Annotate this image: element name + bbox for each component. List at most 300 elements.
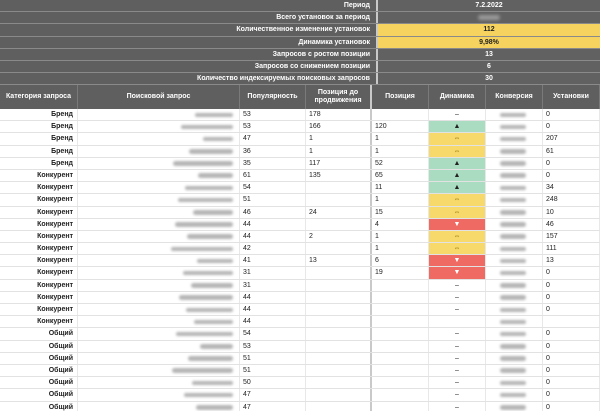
category-cell: Конкурент [0,231,78,242]
summary-row [0,0,600,12]
position-cell [372,353,429,364]
position-cell: 52 [372,158,429,169]
popularity-cell: 53 [240,121,306,132]
query-cell [78,292,240,303]
redacted-query [172,368,233,373]
query-cell [78,353,240,364]
popularity-cell: 51 [240,194,306,205]
popularity-cell: 61 [240,170,306,181]
table-row[interactable] [0,255,600,267]
dynamics-cell: – [429,365,486,376]
redacted-query [194,320,233,325]
redacted-query [176,332,233,337]
position-cell [372,280,429,291]
dynamics-cell: – [429,304,486,315]
pos-to-promo-cell [306,194,372,205]
installs-cell: 46 [543,219,600,230]
installs-cell: 0 [543,121,600,132]
conversion-cell [486,121,543,132]
popularity-cell: 46 [240,207,306,218]
category-cell: Конкурент [0,243,78,254]
redacted-value [478,15,500,20]
summary-value: 6 [376,61,600,72]
query-cell [78,182,240,193]
dynamics-cell: – [429,328,486,339]
installs-cell: 34 [543,182,600,193]
installs-cell: 0 [543,267,600,278]
query-cell [78,207,240,218]
pos-to-promo-cell [306,402,372,411]
dynamics-cell: – [429,353,486,364]
conversion-cell [486,377,543,388]
redacted-query [193,210,233,215]
redacted-conversion [500,381,526,386]
position-cell: 1 [372,243,429,254]
pos-to-promo-cell [306,219,372,230]
redacted-conversion [500,393,526,398]
header-category[interactable]: Категория запроса [0,85,78,109]
pos-to-promo-cell [306,341,372,352]
header-dynamics[interactable]: Динамика [429,85,486,109]
table-row[interactable] [0,316,600,328]
position-cell: 65 [372,170,429,181]
installs-cell: 0 [543,341,600,352]
conversion-cell [486,194,543,205]
pos-to-promo-cell [306,389,372,400]
position-cell [372,292,429,303]
table-row[interactable] [0,353,600,365]
position-cell: 11 [372,182,429,193]
summary-value: 13 [376,49,600,60]
table-row[interactable] [0,158,600,170]
conversion-cell [486,304,543,315]
table-body [0,109,600,411]
table-row[interactable] [0,402,600,411]
table-row[interactable] [0,365,600,377]
conversion-cell [486,207,543,218]
category-cell: Общий [0,353,78,364]
position-cell: 15 [372,207,429,218]
redacted-conversion [500,271,526,276]
summary-label: Запросов со снижением позиции [0,61,376,72]
dynamics-cell: – [429,109,486,120]
conversion-cell [486,170,543,181]
dynamics-cell: – [429,341,486,352]
popularity-cell: 31 [240,267,306,278]
summary-value: 112 [376,24,600,35]
popularity-cell: 44 [240,231,306,242]
table-row[interactable] [0,292,600,304]
redacted-conversion [500,356,526,361]
summary-label: Период [0,0,376,11]
position-cell [372,109,429,120]
pos-to-promo-cell: 24 [306,207,372,218]
installs-cell: 111 [543,243,600,254]
summary-value [376,12,600,23]
header-popularity[interactable]: Популярность [240,85,306,109]
conversion-cell [486,267,543,278]
query-cell [78,304,240,315]
pos-to-promo-cell [306,292,372,303]
redacted-conversion [500,308,526,313]
redacted-conversion [500,198,526,203]
category-cell: Конкурент [0,170,78,181]
dynamics-cell: ▲ [429,121,486,132]
category-cell: Бренд [0,109,78,120]
redacted-conversion [500,283,526,288]
installs-cell: 248 [543,194,600,205]
position-cell [372,377,429,388]
conversion-cell [486,316,543,327]
table-row[interactable] [0,304,600,316]
dynamics-cell: ▲ [429,182,486,193]
pos-to-promo-cell [306,243,372,254]
summary-row [0,12,600,24]
redacted-conversion [500,295,526,300]
summary-row [0,37,600,49]
category-cell: Конкурент [0,182,78,193]
redacted-conversion [500,247,526,252]
category-cell: Общий [0,389,78,400]
dynamics-cell: – [429,389,486,400]
conversion-cell [486,158,543,169]
query-cell [78,267,240,278]
header-query[interactable]: Поисковой запрос [78,85,240,109]
position-cell [372,402,429,411]
position-cell: 120 [372,121,429,132]
summary-label: Запросов с ростом позиции [0,49,376,60]
query-cell [78,231,240,242]
query-cell [78,328,240,339]
popularity-cell: 50 [240,377,306,388]
position-cell [372,316,429,327]
popularity-cell: 51 [240,365,306,376]
summary-value: 7.2.2022 [376,0,600,11]
redacted-query [179,295,233,300]
redacted-conversion [500,186,526,191]
position-cell: 4 [372,219,429,230]
redacted-query [171,247,233,252]
dynamics-cell [429,316,486,327]
installs-cell: 13 [543,255,600,266]
dynamics-cell: ▼ [429,255,486,266]
table-row[interactable] [0,121,600,133]
installs-cell: 0 [543,304,600,315]
conversion-cell [486,146,543,157]
query-cell [78,194,240,205]
installs-cell: 0 [543,353,600,364]
redacted-conversion [500,161,526,166]
query-cell [78,109,240,120]
query-cell [78,243,240,254]
redacted-query [195,113,233,118]
dynamics-cell: ⇔ [429,243,486,254]
query-cell [78,341,240,352]
redacted-query [197,259,233,264]
redacted-query [192,381,233,386]
position-cell [372,389,429,400]
pos-to-promo-cell: 117 [306,158,372,169]
query-cell [78,146,240,157]
category-cell: Общий [0,328,78,339]
position-cell: 1 [372,146,429,157]
installs-cell: 0 [543,292,600,303]
popularity-cell: 41 [240,255,306,266]
category-cell: Конкурент [0,304,78,315]
redacted-conversion [500,210,526,215]
pos-to-promo-cell [306,267,372,278]
table-row[interactable] [0,170,600,182]
table-row[interactable] [0,219,600,231]
table-row[interactable] [0,146,600,158]
redacted-conversion [500,173,526,178]
installs-cell: 0 [543,170,600,181]
category-cell: Конкурент [0,316,78,327]
conversion-cell [486,109,543,120]
installs-cell: 157 [543,231,600,242]
summary-row [0,73,600,85]
table-row[interactable] [0,243,600,255]
position-cell [372,341,429,352]
dynamics-cell: – [429,280,486,291]
position-cell: 1 [372,133,429,144]
pos-to-promo-cell: 1 [306,146,372,157]
redacted-conversion [500,405,526,410]
popularity-cell: 44 [240,292,306,303]
redacted-query [185,186,233,191]
category-cell: Конкурент [0,280,78,291]
redacted-conversion [500,320,526,325]
table-row[interactable] [0,267,600,279]
category-cell: Бренд [0,133,78,144]
summary-row [0,61,600,73]
redacted-conversion [500,368,526,373]
dynamics-cell: – [429,377,486,388]
position-cell: 1 [372,231,429,242]
conversion-cell [486,182,543,193]
table-row[interactable] [0,194,600,206]
redacted-conversion [500,113,526,118]
redacted-query [173,161,233,166]
category-cell: Конкурент [0,267,78,278]
header-conversion[interactable]: Конверсия [486,85,543,109]
summary-row [0,24,600,36]
redacted-query [200,344,233,349]
query-cell [78,365,240,376]
conversion-cell [486,231,543,242]
dynamics-cell: ⇔ [429,133,486,144]
redacted-query [191,283,233,288]
position-cell [372,304,429,315]
redacted-query [203,137,233,142]
query-cell [78,121,240,132]
installs-cell: 0 [543,377,600,388]
dynamics-cell: ⇔ [429,146,486,157]
popularity-cell: 53 [240,341,306,352]
dynamics-cell: – [429,292,486,303]
category-cell: Общий [0,341,78,352]
redacted-query [188,356,233,361]
installs-cell: 0 [543,158,600,169]
query-cell [78,280,240,291]
installs-cell: 0 [543,328,600,339]
dynamics-cell: ▲ [429,170,486,181]
summary-label: Количественное изменение установок [0,24,376,35]
conversion-cell [486,365,543,376]
dynamics-cell: ▼ [429,219,486,230]
dynamics-cell: ▲ [429,158,486,169]
table-row[interactable] [0,182,600,194]
category-cell: Бренд [0,158,78,169]
installs-cell: 10 [543,207,600,218]
category-cell: Конкурент [0,219,78,230]
table-row[interactable] [0,109,600,121]
conversion-cell [486,389,543,400]
summary-value: 9,98% [376,37,600,48]
redacted-query [198,173,233,178]
dynamics-cell: ⇔ [429,207,486,218]
table-row[interactable] [0,328,600,340]
table-row[interactable] [0,280,600,292]
header-pos-to-promo[interactable]: Позиция до продвижения [306,85,372,109]
summary-panel [0,0,600,85]
conversion-cell [486,133,543,144]
position-cell: 1 [372,194,429,205]
redacted-conversion [500,259,526,264]
category-cell: Конкурент [0,194,78,205]
query-cell [78,402,240,411]
pos-to-promo-cell: 1 [306,133,372,144]
table-row[interactable] [0,377,600,389]
header-position[interactable]: Позиция [372,85,429,109]
pos-to-promo-cell [306,316,372,327]
conversion-cell [486,243,543,254]
summary-value: 30 [376,73,600,84]
redacted-conversion [500,149,526,154]
summary-label: Количество индексируемых поисковых запросов [0,73,376,84]
conversion-cell [486,280,543,291]
pos-to-promo-cell [306,365,372,376]
pos-to-promo-cell [306,182,372,193]
category-cell: Конкурент [0,207,78,218]
conversion-cell [486,402,543,411]
installs-cell [543,316,600,327]
category-cell: Общий [0,365,78,376]
redacted-query [175,222,233,227]
position-cell: 19 [372,267,429,278]
popularity-cell: 31 [240,280,306,291]
position-cell [372,365,429,376]
pos-to-promo-cell: 166 [306,121,372,132]
redacted-query [189,149,233,154]
summary-label: Динамика установок [0,37,376,48]
position-cell: 6 [372,255,429,266]
table-row[interactable] [0,389,600,401]
query-cell [78,377,240,388]
pos-to-promo-cell [306,280,372,291]
conversion-cell [486,255,543,266]
table-row[interactable] [0,341,600,353]
dynamics-cell: ⇔ [429,231,486,242]
popularity-cell: 35 [240,158,306,169]
query-cell [78,316,240,327]
redacted-conversion [500,137,526,142]
table-row[interactable] [0,231,600,243]
pos-to-promo-cell [306,377,372,388]
query-cell [78,158,240,169]
query-cell [78,389,240,400]
redacted-conversion [500,234,526,239]
popularity-cell: 36 [240,146,306,157]
popularity-cell: 54 [240,182,306,193]
popularity-cell: 53 [240,109,306,120]
pos-to-promo-cell: 2 [306,231,372,242]
query-cell [78,255,240,266]
table-row[interactable] [0,133,600,145]
redacted-query [183,271,233,276]
installs-cell: 0 [543,109,600,120]
redacted-query [181,125,233,130]
redacted-query [184,393,233,398]
installs-cell: 61 [543,146,600,157]
redacted-query [187,234,233,239]
pos-to-promo-cell [306,304,372,315]
popularity-cell: 54 [240,328,306,339]
summary-label: Всего установок за период [0,12,376,23]
category-cell: Бренд [0,146,78,157]
redacted-query [196,405,233,410]
query-cell [78,170,240,181]
dynamics-cell: ⇔ [429,194,486,205]
pos-to-promo-cell: 178 [306,109,372,120]
installs-cell: 0 [543,280,600,291]
installs-cell: 0 [543,402,600,411]
installs-cell: 207 [543,133,600,144]
category-cell: Общий [0,377,78,388]
pos-to-promo-cell: 13 [306,255,372,266]
query-cell [78,219,240,230]
redacted-query [178,198,233,203]
header-installs[interactable]: Установки [543,85,600,109]
category-cell: Общий [0,402,78,411]
query-cell [78,133,240,144]
redacted-conversion [500,332,526,337]
dynamics-cell: – [429,402,486,411]
conversion-cell [486,341,543,352]
popularity-cell: 44 [240,219,306,230]
popularity-cell: 42 [240,243,306,254]
table-row[interactable] [0,207,600,219]
conversion-cell [486,353,543,364]
category-cell: Конкурент [0,292,78,303]
category-cell: Конкурент [0,255,78,266]
popularity-cell: 47 [240,133,306,144]
pos-to-promo-cell [306,353,372,364]
installs-cell: 0 [543,389,600,400]
conversion-cell [486,292,543,303]
redacted-query [186,308,233,313]
redacted-conversion [500,222,526,227]
table-header [0,85,600,109]
popularity-cell: 47 [240,402,306,411]
dynamics-cell: ▼ [429,267,486,278]
popularity-cell: 44 [240,304,306,315]
popularity-cell: 44 [240,316,306,327]
conversion-cell [486,328,543,339]
popularity-cell: 51 [240,353,306,364]
summary-row [0,49,600,61]
redacted-conversion [500,344,526,349]
